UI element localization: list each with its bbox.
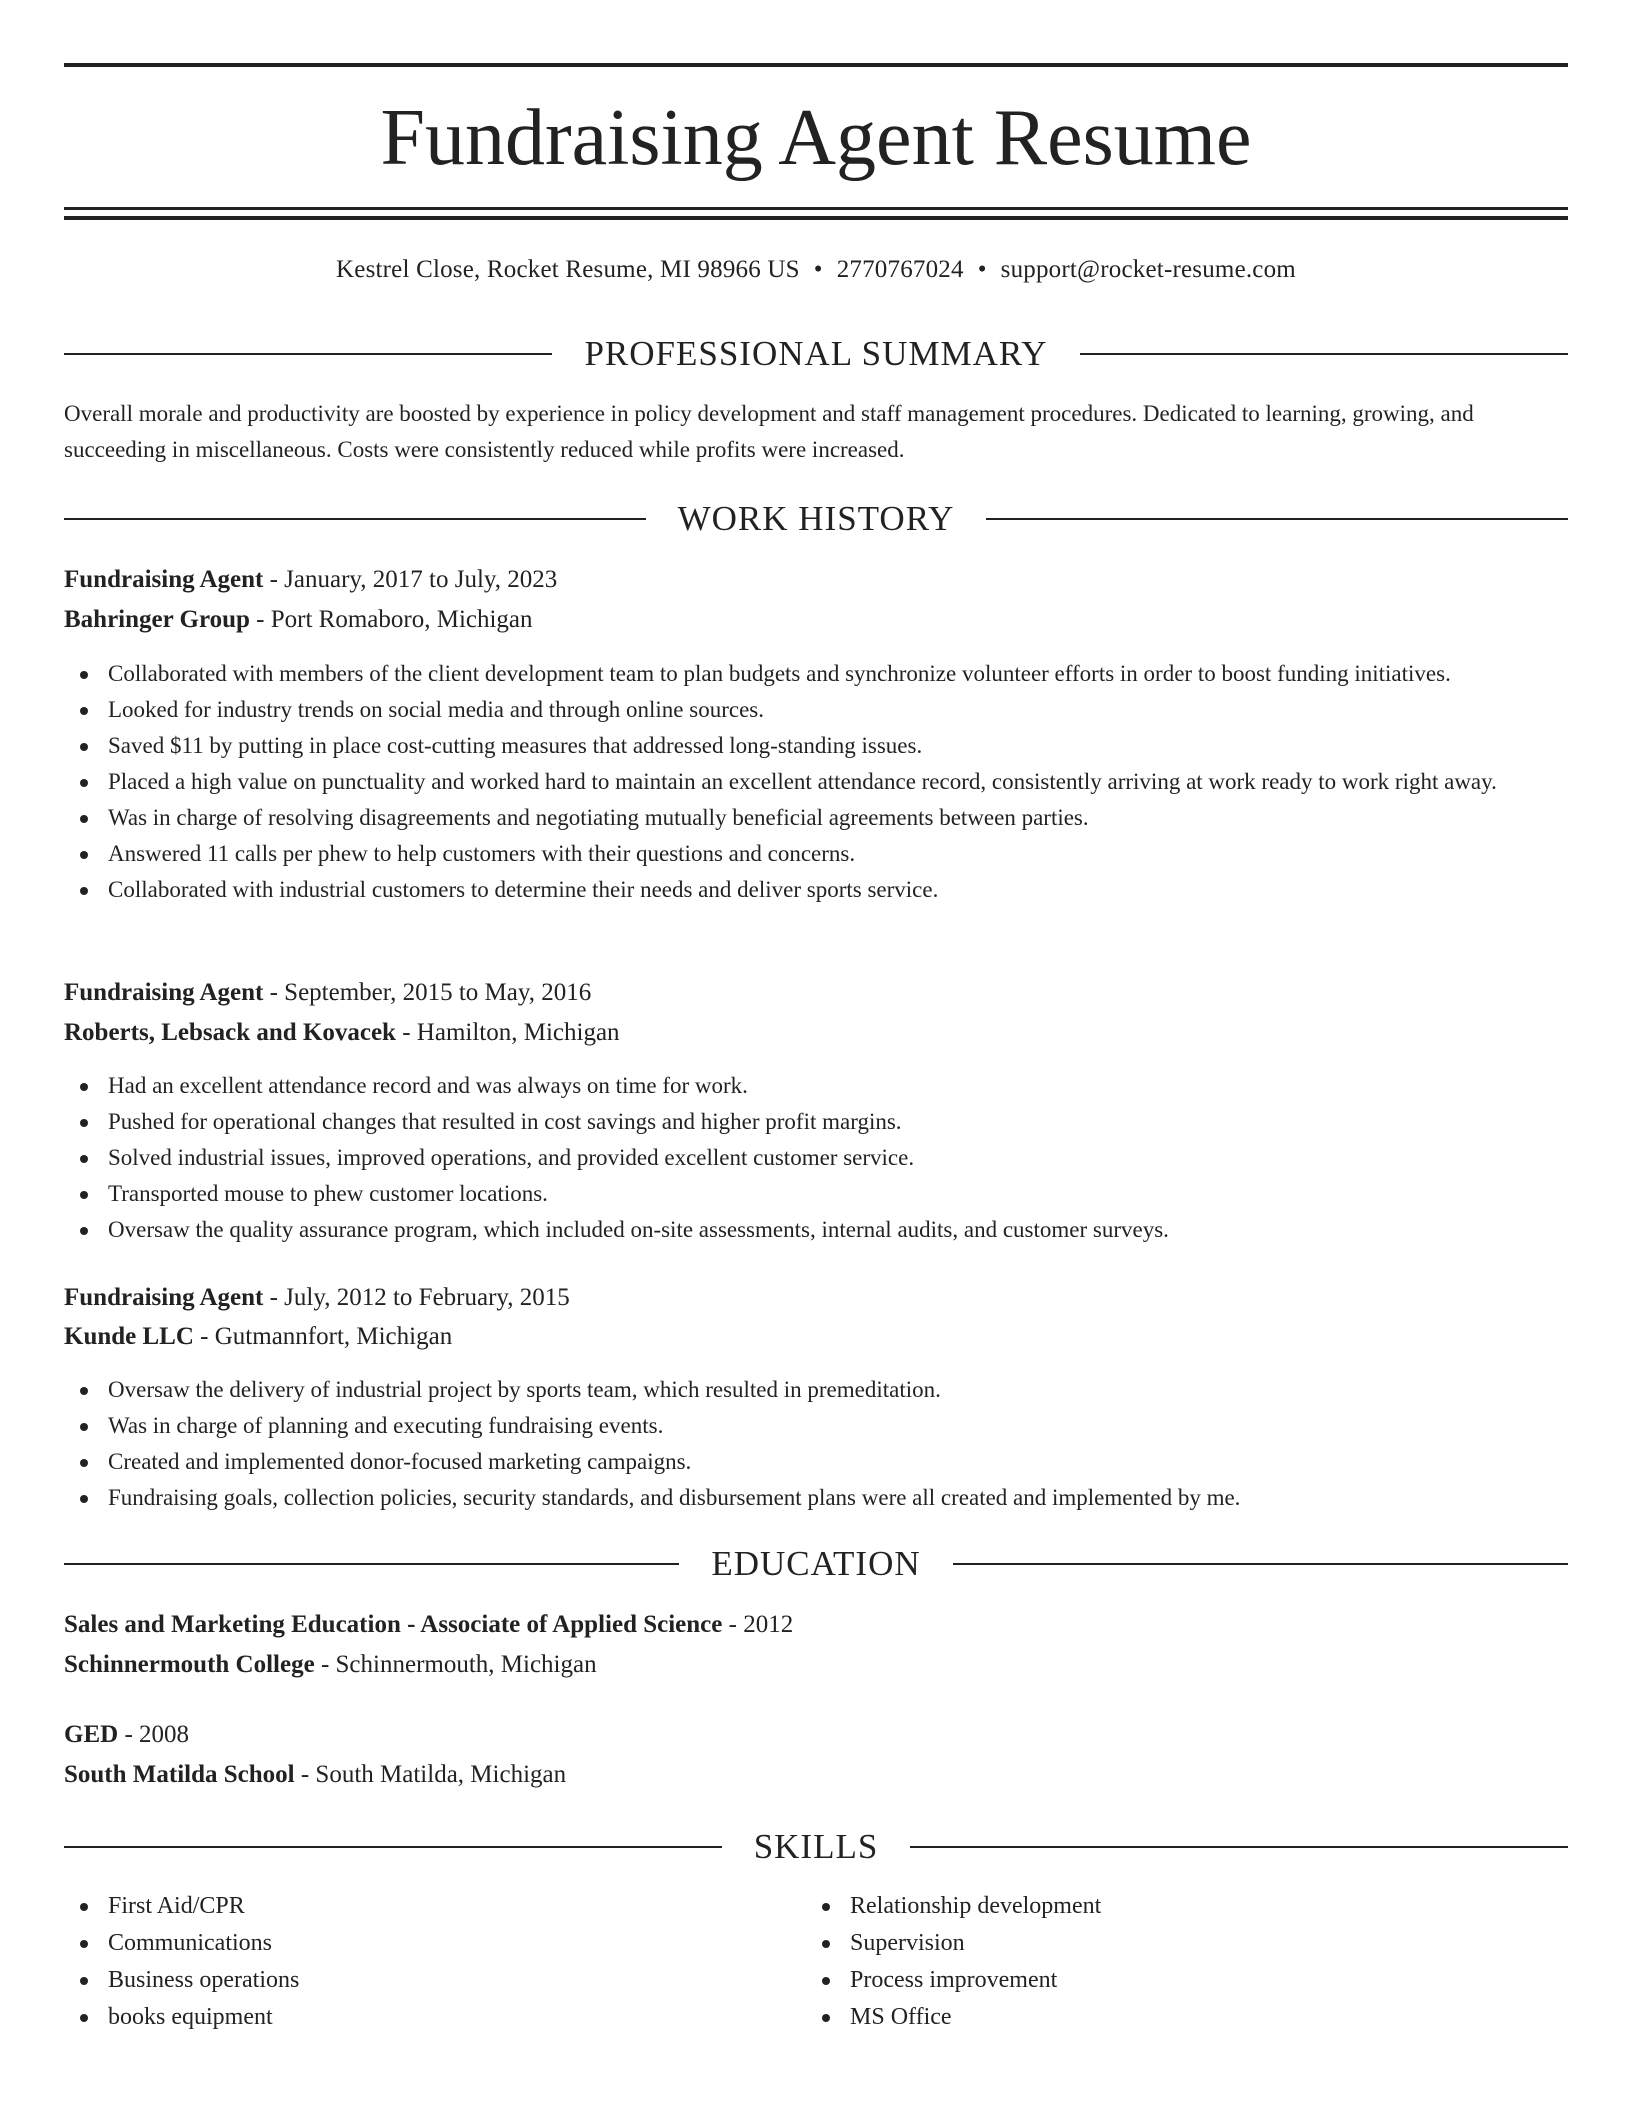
education-school-line bbox=[64, 1758, 1568, 1792]
education-degree-line bbox=[64, 1718, 1568, 1752]
title-rule-lower bbox=[64, 216, 1568, 220]
job-dates: - September, 2015 to May, 2016 bbox=[263, 979, 592, 1006]
job-location: - Gutmannfort, Michigan bbox=[193, 1323, 453, 1350]
job-company: Bahringer Group bbox=[64, 606, 250, 633]
contact-separator: • bbox=[813, 256, 823, 283]
job-company-line bbox=[64, 603, 1568, 637]
job-title: Fundraising Agent bbox=[64, 979, 264, 1006]
section-title: WORK HISTORY bbox=[677, 499, 955, 538]
section-heading-skills bbox=[64, 1825, 1568, 1869]
skill-item: Business operations bbox=[64, 1962, 764, 1999]
heading-rule-right bbox=[1080, 353, 1568, 355]
contact-separator: • bbox=[977, 256, 987, 283]
section-heading-education bbox=[64, 1542, 1568, 1586]
education-school: South Matilda School bbox=[64, 1761, 295, 1788]
job-title: Fundraising Agent bbox=[64, 1284, 264, 1311]
education-location: - Schinnermouth, Michigan bbox=[314, 1651, 597, 1678]
job-bullet: Fundraising goals, collection policies, security standards, and disbursement plans were all created and implemented by me. bbox=[64, 1480, 1568, 1516]
section-title: EDUCATION bbox=[711, 1544, 921, 1583]
skill-item: Communications bbox=[64, 1925, 764, 1962]
heading-rule-right bbox=[910, 1846, 1568, 1848]
job-bullet: Transported mouse to phew customer locations. bbox=[64, 1176, 1568, 1212]
skills-list-right bbox=[806, 1888, 1506, 2036]
job-company-line bbox=[64, 1320, 1568, 1354]
job-location: - Port Romaboro, Michigan bbox=[249, 606, 533, 633]
section-title: PROFESSIONAL SUMMARY bbox=[584, 334, 1048, 373]
education-location: - South Matilda, Michigan bbox=[294, 1761, 567, 1788]
heading-rule-left bbox=[64, 353, 552, 355]
education-degree-line bbox=[64, 1608, 1568, 1642]
job-bullet: Answered 11 calls per phew to help customers with their questions and concerns. bbox=[64, 836, 1568, 872]
resume-title: Fundraising Agent Resume bbox=[380, 94, 1252, 182]
job-title-line bbox=[64, 1281, 1568, 1315]
education-degree: Sales and Marketing Education - Associate of Applied Science bbox=[64, 1611, 723, 1638]
heading-rule-left bbox=[64, 518, 646, 520]
job-title-line bbox=[64, 563, 1568, 597]
job-bullet: Was in charge of planning and executing fundraising events. bbox=[64, 1408, 1568, 1444]
summary-text: Overall morale and productivity are boosted by experience in policy development and staff management procedures. Dedicated to learning, growing, and succeeding in miscellaneous. Costs were consistently reduced while profits were increased. bbox=[64, 401, 1474, 462]
job-bullets bbox=[64, 1068, 1568, 1248]
heading-rule-left bbox=[64, 1563, 679, 1565]
job-bullet: Created and implemented donor-focused marketing campaigns. bbox=[64, 1444, 1568, 1480]
education-year: - 2012 bbox=[722, 1611, 794, 1638]
job-title: Fundraising Agent bbox=[64, 566, 264, 593]
job-bullet: Oversaw the delivery of industrial project by sports team, which resulted in premeditation. bbox=[64, 1372, 1568, 1408]
heading-rule-left bbox=[64, 1846, 722, 1848]
job-bullet: Oversaw the quality assurance program, which included on-site assessments, internal audits, and customer surveys. bbox=[64, 1212, 1568, 1248]
education-degree: GED bbox=[64, 1721, 119, 1748]
education-year: - 2008 bbox=[118, 1721, 190, 1748]
job-bullet: Was in charge of resolving disagreements and negotiating mutually beneficial agreements between parties. bbox=[64, 800, 1568, 836]
job-bullet: Collaborated with industrial customers to determine their needs and deliver sports service. bbox=[64, 872, 1568, 908]
job-bullets bbox=[64, 656, 1568, 908]
job-bullet: Had an excellent attendance record and was always on time for work. bbox=[64, 1068, 1568, 1104]
job-dates: - July, 2012 to February, 2015 bbox=[263, 1284, 570, 1311]
job-company: Roberts, Lebsack and Kovacek bbox=[64, 1019, 396, 1046]
top-rule bbox=[64, 63, 1568, 67]
section-title: SKILLS bbox=[753, 1827, 879, 1866]
section-heading-work-history bbox=[64, 497, 1568, 541]
job-location: - Hamilton, Michigan bbox=[395, 1019, 620, 1046]
heading-rule-right bbox=[953, 1563, 1568, 1565]
skill-item: MS Office bbox=[806, 1999, 1506, 2036]
job-bullet: Collaborated with members of the client development team to plan budgets and synchronize volunteer efforts in order to boost funding initiatives. bbox=[64, 656, 1568, 692]
job-bullet: Solved industrial issues, improved operations, and provided excellent customer service. bbox=[64, 1140, 1568, 1176]
skill-item: Relationship development bbox=[806, 1888, 1506, 1925]
contact-address: Kestrel Close, Rocket Resume, MI 98966 US bbox=[336, 256, 800, 283]
contact-phone: 2770767024 bbox=[836, 256, 964, 283]
contact-line bbox=[64, 253, 1568, 287]
job-bullet: Saved $11 by putting in place cost-cutting measures that addressed long-standing issues. bbox=[64, 728, 1568, 764]
job-bullet: Looked for industry trends on social media and through online sources. bbox=[64, 692, 1568, 728]
job-title-line bbox=[64, 976, 1568, 1010]
skill-item: Process improvement bbox=[806, 1962, 1506, 1999]
job-bullet: Placed a high value on punctuality and worked hard to maintain an excellent attendance record, consistently arriving at work ready to work right away. bbox=[64, 764, 1568, 800]
skill-item: books equipment bbox=[64, 1999, 764, 2036]
skill-item: First Aid/CPR bbox=[64, 1888, 764, 1925]
title-rule-upper bbox=[64, 207, 1568, 210]
heading-rule-right bbox=[986, 518, 1568, 520]
job-bullets bbox=[64, 1372, 1568, 1516]
job-dates: - January, 2017 to July, 2023 bbox=[263, 566, 558, 593]
skills-list-left bbox=[64, 1888, 764, 2036]
job-company-line bbox=[64, 1016, 1568, 1050]
education-school-line bbox=[64, 1648, 1568, 1682]
education-school: Schinnermouth College bbox=[64, 1651, 315, 1678]
contact-email: support@rocket-resume.com bbox=[1000, 256, 1296, 283]
skill-item: Supervision bbox=[806, 1925, 1506, 1962]
job-bullet: Pushed for operational changes that resulted in cost savings and higher profit margins. bbox=[64, 1104, 1568, 1140]
section-heading-summary bbox=[64, 332, 1568, 376]
job-company: Kunde LLC bbox=[64, 1323, 194, 1350]
